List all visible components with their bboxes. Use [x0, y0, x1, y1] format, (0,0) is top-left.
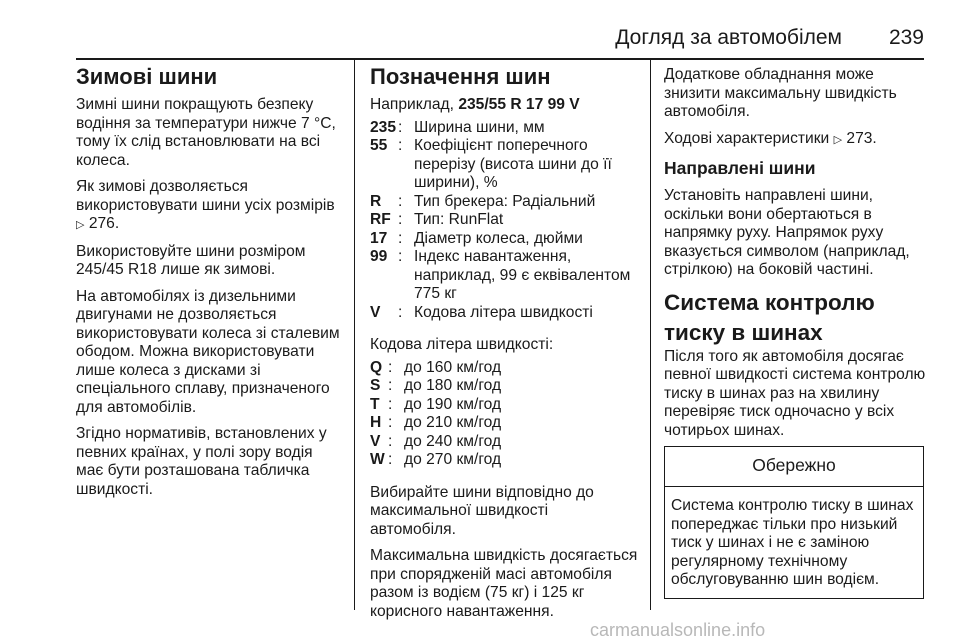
caution-box — [664, 446, 924, 599]
reference-arrow-icon: ▷ — [833, 133, 843, 146]
paragraph: Після того як автомобіля досягає певної швидкості система контролю тиску в шинах раз на хвилину перевіряє тиск одночасно у всіх чотирьох шинах. — [664, 347, 926, 439]
header-title: Догляд за автомобілем — [615, 26, 842, 49]
section-heading-winter-tires: Зимові шини — [76, 64, 218, 89]
definition-row: 99 : Індекс навантаження, наприклад, 99 є еквівалентом 775 кг — [370, 248, 631, 302]
designation-list — [370, 119, 638, 323]
paragraph: Установіть направлені шини, оскільки вони обертаються в напрямку руху. Напрямок руху вказується символом (наприклад, стрілкою) на боковій частині. — [664, 187, 910, 278]
paragraph: Ходові характеристики ▷ 273. — [664, 129, 877, 147]
paragraph: На автомобілях із дизельними двигунами не дозволяється використовувати колеса зі сталевим ободом. Можна використовувати лише колеса з дисками зі спеціального сплаву, призначеного для автомобілів. — [76, 287, 340, 416]
page-reference-link[interactable]: 273. — [846, 129, 877, 147]
paragraph: Згідно нормативів, встановлених у певних країнах, у полі зору водія має бути розташована табличка швидкості. — [76, 425, 327, 498]
speed-row: T : до 190 км/год — [370, 395, 502, 413]
speed-row: Q : до 160 км/год — [370, 358, 502, 376]
section-heading-directional-tires: Направлені шини — [664, 158, 816, 178]
section-heading-tpms: Система контролю тиску в шинах — [664, 289, 875, 345]
speed-code-list — [370, 359, 638, 470]
paragraph: Вибирайте шини відповідно до максимальної швидкості автомобіля. — [370, 483, 594, 538]
definition-row: 235 : Ширина шини, мм — [370, 118, 545, 136]
paragraph: Зимні шини покращують безпеку водіння за температури нижче 7 °C, тому їх слід встановлювати на всі колеса. — [76, 96, 336, 169]
speed-row: W : до 270 км/год — [370, 451, 502, 468]
page-number: 239 — [888, 26, 924, 49]
speed-row: S : до 180 км/год — [370, 377, 502, 394]
definition-row: 17 : Діаметр колеса, дюйми — [370, 229, 583, 247]
speed-row: H : до 210 км/год — [370, 414, 502, 431]
speed-row: V : до 240 км/год — [370, 432, 502, 450]
page-header — [76, 22, 924, 60]
column-tire-designations — [370, 60, 638, 629]
paragraph: Як зимові дозволяється використовувати шини усіх розмірів ▷ 276. — [76, 178, 335, 232]
page-reference-link[interactable]: 276. — [88, 215, 120, 232]
definition-row: V : Кодова літера швидкості — [370, 303, 593, 321]
definition-row: 55 : Коефіцієнт поперечного перерізу (висота шини до її ширини), % — [370, 137, 612, 191]
paragraph: Використовуйте шини розміром 245/45 R18 лише як зимові. — [76, 242, 306, 278]
column-divider — [354, 60, 355, 610]
caution-text: Система контролю тиску в шинах попереджає тільки про низький тиск у шинах і не є заміною регулярному технічному обслуговуванню шин водієм. — [671, 497, 914, 588]
definition-row: R : Тип брекера: Радіальний — [370, 192, 596, 210]
paragraph: Кодова літера швидкості: — [370, 336, 554, 353]
column-directional-tpms — [664, 60, 926, 448]
caution-title: Обережно — [665, 447, 923, 487]
column-divider — [650, 60, 651, 610]
reference-arrow-icon: ▷ — [76, 219, 85, 231]
example-line: Наприклад, 235/55 R 17 99 V — [370, 96, 580, 113]
definition-row: RF : Тип: RunFlat — [370, 211, 504, 228]
column-winter-tires — [76, 60, 342, 507]
watermark: carmanualsonline.info — [590, 620, 766, 640]
paragraph: Додаткове обладнання може знизити максимальну швидкість автомобіля. — [664, 66, 897, 120]
paragraph: Максимальна швидкість досягається при спорядженій масі автомобіля разом із водієм (75 кг) і 125 кг корисного навантаження. — [370, 547, 638, 620]
section-heading-tire-designations: Позначення шин — [370, 64, 551, 89]
